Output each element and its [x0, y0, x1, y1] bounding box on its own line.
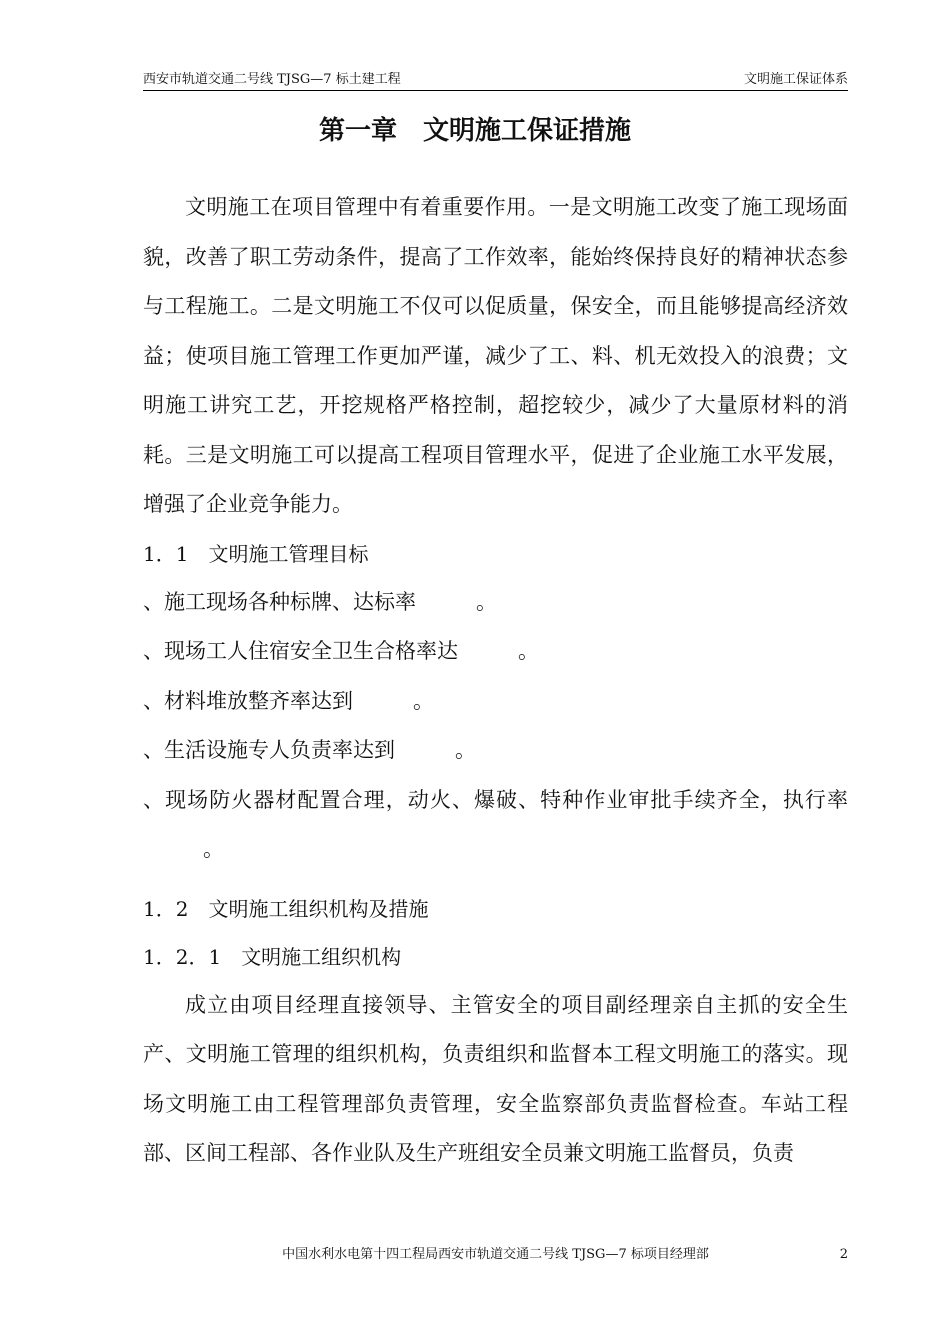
section-title: 文明施工管理目标 [208, 541, 369, 566]
list-item-text: 、施工现场各种标牌、达标率 [143, 589, 416, 614]
list-item [143, 726, 848, 776]
header-section-name: 文明施工保证体系 [743, 72, 848, 87]
list-item-end: 。 [455, 738, 476, 762]
intro-paragraph: 文明施工在项目管理中有着重要作用。一是文明施工改变了施工现场面貌，改善了职工劳动条件，提高了工作效率，能始终保持良好的精神状态参与工程施工。二是文明施工不仅可以促质量，保安全，而且能够提高经济效益；使项目施工管理工作更加严谨，减少了工、料、机无效投入的浪费；文明施工讲究工艺，开挖规格严格控制，超挖较少，减少了大量原材料的消耗。三是文明施工可以提高工程项目管理水平，促进了企业施工水平发展，增强了企业竞争能力。 [143, 195, 848, 516]
section-heading-1-2 [143, 885, 848, 933]
list-item-text: 、现场工人住宿安全卫生合格率达 [143, 639, 458, 663]
list-item-text: 、材料堆放整齐率达到 [143, 688, 353, 713]
header-project-name: 西安市轨道交通二号线 TJSG—7 标土建工程 [143, 72, 401, 87]
footer-organization: 中国水利水电第十四工程局西安市轨道交通二号线 TJSG—7 标项目经理部 [282, 1247, 709, 1262]
list-item [143, 627, 848, 677]
section-number: 1．1 [143, 541, 189, 566]
list-item-end: 。 [413, 688, 434, 713]
page-header [143, 70, 848, 90]
subsection-paragraph: 成立由项目经理直接领导、主管安全的项目副经理亲自主抓的安全生产、文明施工管理的组织机构，负责组织和监督本工程文明施工的落实。现场文明施工由工程管理部负责管理，安全监察部负责监督检查。车站工程部、区间工程部、各作业队及生产班组安全员兼文明施工监督员，负责 [143, 992, 848, 1165]
list-item [143, 578, 848, 628]
list-item-text: 、现场防火器材配置合理，动火、爆破、特种作业审批手续齐全，执行率 [143, 787, 848, 812]
section-number: 1．2 [143, 896, 189, 921]
list-item-end: 。 [518, 639, 539, 663]
chapter-title: 第一章 文明施工保证措施 [318, 116, 631, 146]
list-item [143, 677, 848, 727]
header-divider [143, 90, 848, 91]
subsection-title: 文明施工组织机构 [241, 944, 402, 969]
list-item [143, 776, 848, 875]
page-number: 2 [839, 1247, 848, 1262]
list-item-text: 、生活设施专人负责率达到 [143, 738, 395, 762]
section-title: 文明施工组织机构及措施 [208, 896, 429, 921]
main-content [143, 183, 848, 1179]
list-item-end: 。 [203, 837, 224, 861]
list-item-end: 。 [476, 589, 497, 614]
subsection-number: 1．2．1 [143, 944, 222, 969]
section-heading-1-1 [143, 530, 848, 578]
subsection-heading-1-2-1 [143, 933, 848, 981]
